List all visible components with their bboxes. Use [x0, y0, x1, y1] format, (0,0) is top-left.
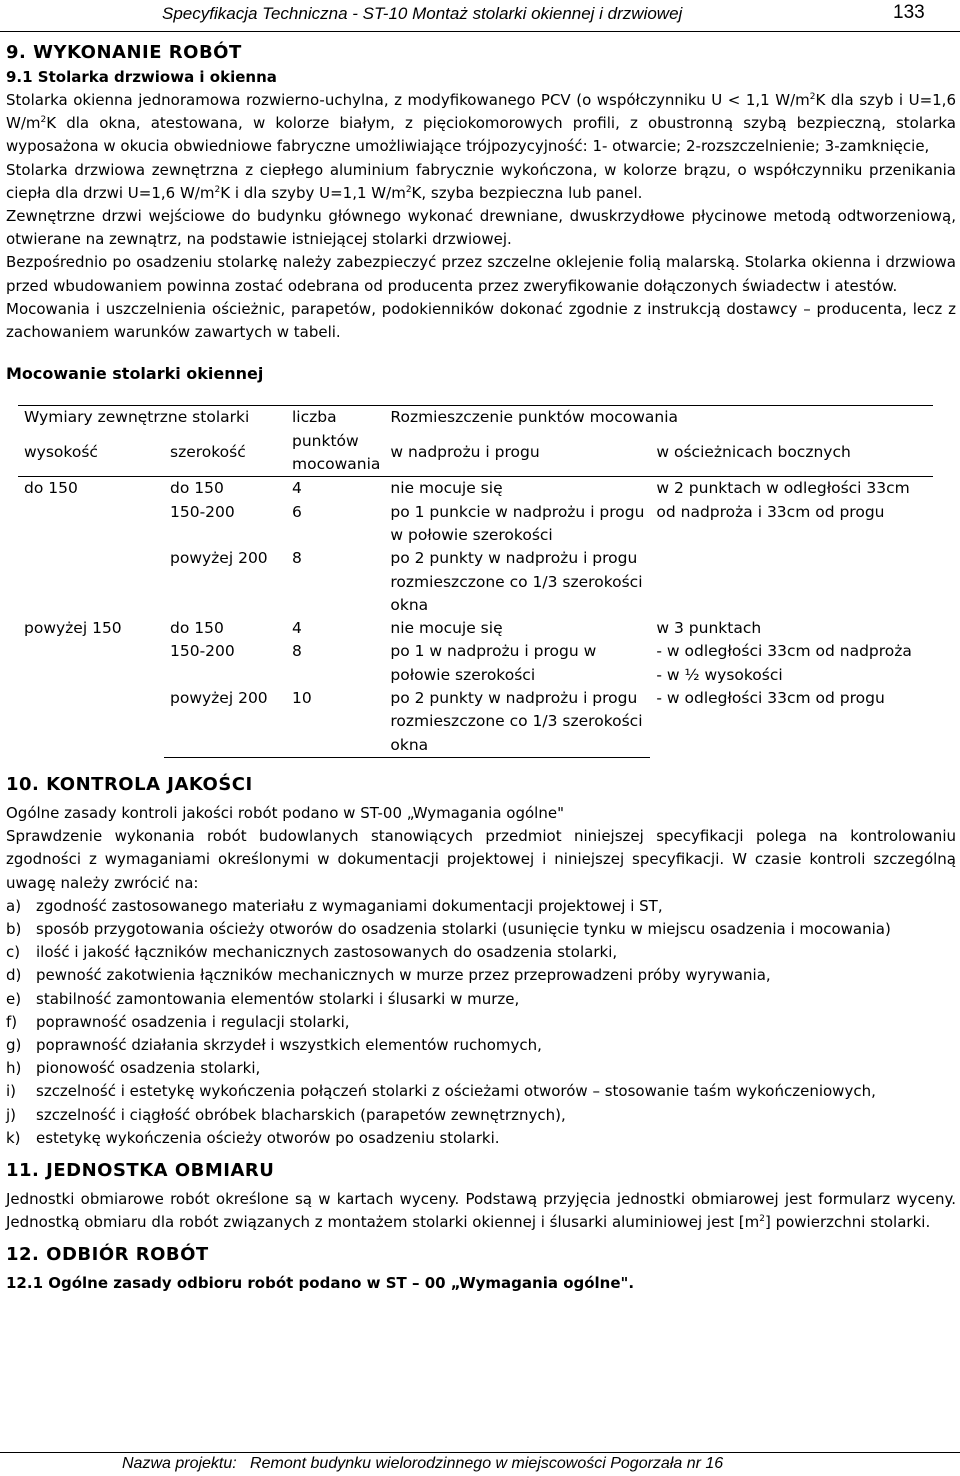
- page-number: 133: [893, 2, 925, 23]
- list-item: k) estetykę wykończenia ościeży otworów po osadzeniu stolarki.: [6, 1128, 500, 1147]
- table-title: Mocowanie stolarki okiennej: [6, 364, 264, 384]
- header-dimensions: Wymiary zewnętrzne stolarki: [18, 406, 286, 441]
- table-header-row: [18, 406, 933, 441]
- cell-width: do 150: [170, 619, 224, 638]
- cell-count: 4: [286, 477, 384, 501]
- cell-width: 150-200: [170, 642, 235, 661]
- section-12-1-heading: 12.1 Ogólne zasady odbioru robót podano w ST – 00 „Wymagania ogólne".: [6, 1274, 635, 1293]
- cell-lintel: nie mocuje się: [390, 619, 503, 638]
- page-header: [0, 2, 960, 32]
- paragraph-door-spec: Stolarka drzwiowa zewnętrzna z ciepłego aluminium fabrycznie wykończona, w kolorze brązu, o współczynniku przenikania ciepła dla drzwi U=1,6 $W/m^2K$ i dla szyby U=1,1 $W/m^2K$, szyba bezpieczna lub panel.: [6, 160, 956, 202]
- footer-text: Nazwa projektu: Remont budynku wielorodzinnego w miejscowości Pogorzała nr 16: [122, 1455, 724, 1472]
- section-12-heading: 12. ODBIÓR ROBÓT: [6, 1244, 209, 1266]
- cell-lintel: po 1 w nadprożu i progu w połowie szerokości: [390, 642, 597, 684]
- cell-height: do 150: [18, 477, 164, 617]
- paragraph-measurement: Jednostki obmiarowe robót określone są w kartach wyceny. Podstawą przyjęcia jednostki obmiarowej jest formularz wyceny. Jednostką obmiaru dla robót związanych z montażem stolarki okiennej i ślusarki aluminiowej jest $[m^2]$ powierzchni stolarki.: [6, 1189, 956, 1232]
- paragraph-window-spec: Stolarka okienna jednoramowa rozwierno-uchylna, z modyfikowanego PCV (o współczynniku U < 1,1 $W/m^2K$ dla szyb i U=1,6 $W/m^2K$ dla okna, atestowana, w kolorze białym, z pięciokomorowych profili, z obustronną szybą bezpieczną, stolarka wyposażona w okucia obwiedniowe fabryczne umożliwiające trójpozycyjność: 1- otwarcie; 2-rozszczelnienie; 3-zamknięcie,: [6, 91, 956, 156]
- header-layout: Rozmieszczenie punktów mocowania: [384, 406, 933, 441]
- list-item: h) pionowość osadzenia stolarki,: [6, 1059, 261, 1078]
- list-item: e) stabilność zamontowania elementów stolarki i ślusarki w murze,: [6, 989, 520, 1008]
- cell-width: powyżej 200: [170, 549, 268, 568]
- list-item: d) pewność zakotwienia łączników mechanicznych w murze przez przeprowadzeni próby wyrywania,: [6, 966, 771, 985]
- section-9-1-heading: 9.1 Stolarka drzwiowa i okienna: [6, 68, 277, 86]
- mounting-table: [18, 405, 933, 757]
- cell-lintel: nie mocuje się: [384, 477, 650, 501]
- header-width: szerokość: [164, 441, 286, 476]
- table-subheader-row: [18, 441, 933, 476]
- cell-width: do 150: [164, 477, 286, 501]
- paragraph-protection: Bezpośrednio po osadzeniu stolarkę należy zabezpieczyć przez szczelne oklejenie folią malarską. Stolarka okienna i drzwiowa przed wbudowaniem powinna zostać odebrana od producenta przez zweryfikowanie dołączonych świadectw i atestów.: [6, 253, 956, 295]
- header-height: wysokość: [18, 441, 164, 476]
- paragraph-mounting: Mocowania i uszczelnienia ościeżnic, parapetów, podokienników dokonać zgodnie z instrukcją dostawcy – producenta, lecz z zachowaniem warunków zawartych w tabeli.: [6, 299, 956, 342]
- quality-checklist: [6, 895, 956, 1150]
- document-body: [6, 40, 956, 1295]
- list-item: i) szczelność i estetykę wykończenia połączeń stolarki z ościeżami otworów – stosowanie taśm wykończeniowych,: [6, 1082, 876, 1101]
- list-item: c) ilość i jakość łączników mechanicznych zastosowanych do osadzenia stolarki,: [6, 943, 618, 962]
- cell-width: 150-200: [170, 502, 235, 521]
- cell-lintel: po 1 punkcie w nadprożu i progu w połowie szerokości: [390, 502, 645, 544]
- header-lintel: w nadprożu i progu: [384, 441, 650, 476]
- cell-height: powyżej 150: [24, 619, 122, 638]
- cell-count: 8: [292, 549, 302, 568]
- cell-lintel: po 2 punkty w nadprożu i progu rozmieszczone co 1/3 szerokości okna: [390, 549, 643, 614]
- cell-count: 8: [292, 642, 302, 661]
- cell-count: 6: [292, 502, 302, 521]
- list-item: j) szczelność i ciągłość obróbek blacharskich (parapetów zewnętrznych),: [6, 1105, 566, 1124]
- list-item: f) poprawność osadzenia i regulacji stolarki,: [6, 1012, 350, 1031]
- cell-width: powyżej 200: [164, 687, 286, 757]
- paragraph-entrance-doors: Zewnętrzne drzwi wejściowe do budynku głównego wykonać drewniane, dwuskrzydłowe płycinowe metodą odtworzeniową, otwierane na zewnątrz, na podstawie istniejącej stolarki drzwiowej.: [6, 207, 956, 249]
- footer-rule: [0, 1452, 960, 1453]
- table-row: [18, 617, 933, 640]
- table-row: [18, 477, 933, 501]
- cell-count: 10: [286, 687, 384, 757]
- paragraph-quality-general: Ogólne zasady kontroli jakości robót podano w ST-00 „Wymagania ogólne": [6, 803, 564, 822]
- header-jambs: w ościeżnicach bocznych: [650, 441, 933, 476]
- section-10-heading: 10. KONTROLA JAKOŚCI: [6, 773, 253, 795]
- cell-count: 4: [292, 619, 302, 638]
- list-item: b) sposób przygotowania ościeży otworów do osadzenia stolarki (usunięcie tynku w miejscu osadzenia i mocowania): [6, 919, 891, 938]
- paragraph-quality-scope: Sprawdzenie wykonania robót budowlanych stanowiących przedmiot niniejszej specyfikacji polega na kontrolowaniu zgodności z wymaganiami określonymi w dokumentacji projektowej i niniejszej specyfikacji. W czasie kontroli szczególną uwagę należy zwrócić na:: [6, 827, 956, 892]
- cell-lintel: po 2 punkty w nadprożu i progu rozmieszczone co 1/3 szerokości okna: [384, 687, 650, 757]
- cell-jambs: w 3 punktach - w odległości 33cm od nadproża - w ½ wysokości - w odległości 33cm od progu: [656, 619, 912, 707]
- section-9-heading: 9. WYKONANIE ROBÓT: [6, 42, 242, 63]
- section-11-heading: 11. JEDNOSTKA OBMIARU: [6, 1159, 275, 1181]
- header-title: Specyfikacja Techniczna - ST-10 Montaż stolarki okiennej i drzwiowej: [162, 4, 683, 23]
- header-count: liczba punktów mocowania: [286, 406, 384, 477]
- cell-jambs: w 2 punktach w odległości 33cm od nadproża i 33cm od progu: [650, 477, 933, 617]
- list-item: g) poprawność działania skrzydeł i wszystkich elementów ruchomych,: [6, 1035, 542, 1054]
- header-rule: [0, 31, 960, 32]
- page-footer: [0, 1452, 960, 1476]
- list-item: a) zgodność zastosowanego materiału z wymaganiami dokumentacji projektowej i ST,: [6, 896, 663, 915]
